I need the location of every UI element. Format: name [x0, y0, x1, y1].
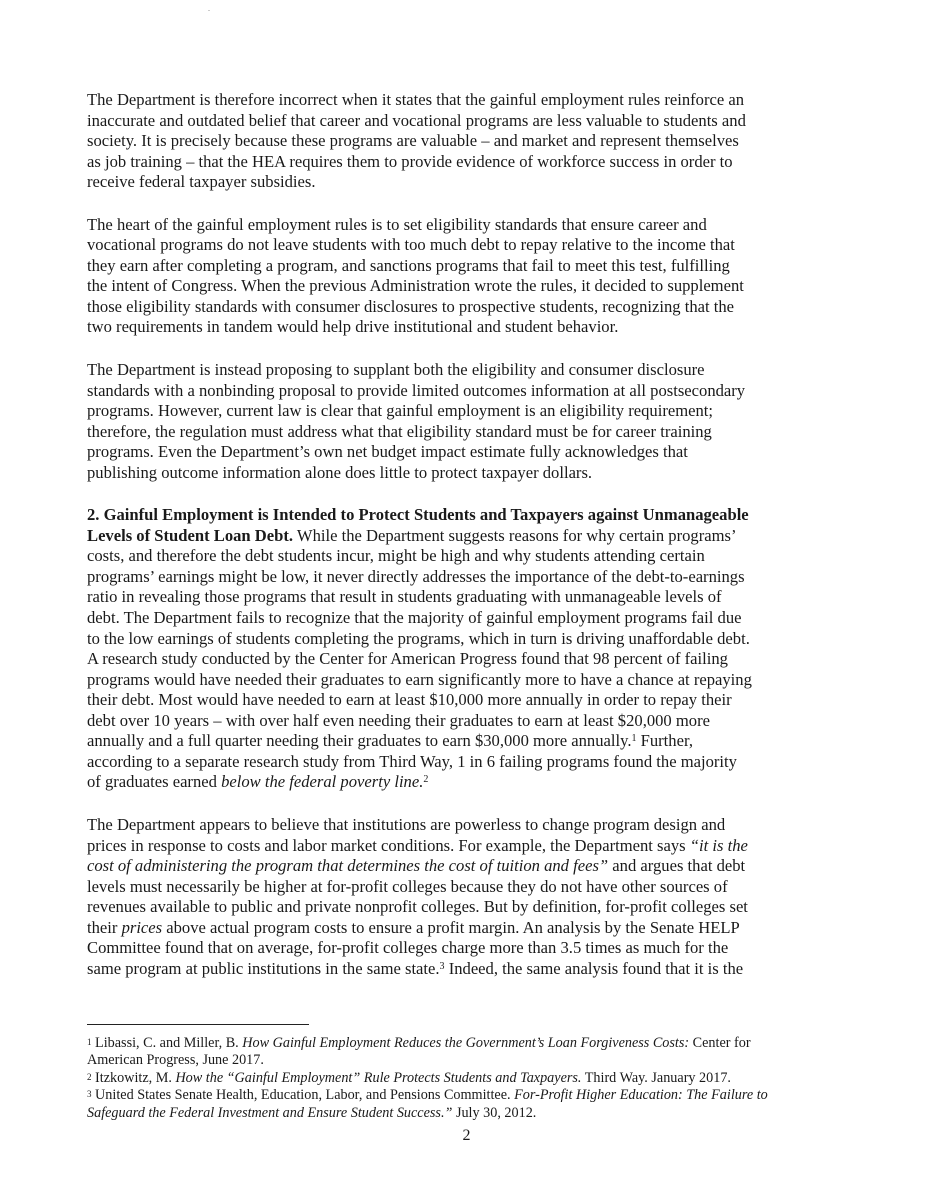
text-run: revenues available to public and private nonprofit colleges. But by definition, for-profit colleges set [87, 897, 748, 917]
paragraph [87, 815, 887, 979]
footnote [87, 1035, 887, 1070]
text-run: programs. However, current law is clear that gainful employment is an eligibility requirement; [87, 401, 714, 421]
text-run: to the low earnings of students completing the programs, which in turn is driving unaffordable debt. [87, 628, 750, 648]
text-line [87, 897, 887, 918]
text-line [87, 90, 887, 111]
text-run: they earn after completing a program, and sanctions programs that fail to meet this test, fulfilling [87, 255, 730, 275]
text-line [87, 629, 887, 650]
bold-heading: Levels of Student Loan Debt. [87, 525, 294, 545]
text-line [87, 111, 887, 132]
italic-text: How the “Gainful Employment” Rule Protects Students and Taxpayers. [175, 1069, 582, 1086]
text-line [87, 815, 887, 836]
text-run: Further, [636, 731, 693, 751]
text-run: programs would have needed their graduates to earn significantly more to have a chance at repaying [87, 669, 752, 689]
text-line [87, 546, 887, 567]
text-line [87, 360, 887, 381]
text-run: of graduates earned [87, 772, 222, 792]
text-line [87, 276, 887, 297]
text-line [87, 152, 887, 173]
text-line [87, 608, 887, 629]
text-run: therefore, the regulation must address what that eligibility standard must be for career training [87, 421, 712, 441]
text-line [87, 711, 887, 732]
text-run: Libassi, C. and Miller, B. [91, 1035, 243, 1051]
text-run: annually and a full quarter needing their graduates to earn $30,000 more annually. [87, 731, 632, 751]
text-line [87, 690, 887, 711]
text-line [87, 918, 887, 939]
text-run: two requirements in tandem would help drive institutional and student behavior. [87, 317, 619, 337]
text-line [87, 235, 887, 256]
text-run: same program at public institutions in the same state. [87, 958, 440, 978]
text-line [87, 463, 887, 484]
text-run: those eligibility standards with consumer disclosures to prospective students, recognizing that the [87, 296, 735, 316]
text-run: prices in response to costs and labor market conditions. For example, the Department says [87, 835, 690, 855]
text-run: Indeed, the same analysis found that it is the [444, 958, 744, 978]
text-run: Committee found that on average, for-profit colleges charge more than 3.5 times as much for the [87, 938, 729, 958]
text-line [87, 381, 887, 402]
text-run: debt. The Department fails to recognize that the majority of gainful employment programs fail due [87, 608, 742, 628]
text-run: and argues that debt [608, 856, 746, 876]
text-run: their [87, 917, 122, 937]
italic-text: How Gainful Employment Reduces the Government’s Loan Forgiveness Costs: [242, 1035, 690, 1051]
text-run: the intent of Congress. When the previous Administration wrote the rules, it decided to supplement [87, 276, 744, 296]
italic-text: Safeguard the Federal Investment and Ensure Student Success.” [87, 1104, 453, 1121]
text-run: The heart of the gainful employment rules is to set eligibility standards that ensure career and [87, 214, 707, 234]
footnote-marker: 2 [423, 774, 429, 786]
text-run: Third Way. January 2017. [581, 1069, 731, 1086]
text-line [87, 1087, 887, 1104]
text-line [87, 938, 887, 959]
text-line [87, 422, 887, 443]
text-run: as job training – that the HEA requires them to provide evidence of workforce success in order to [87, 151, 733, 171]
text-line [87, 442, 887, 463]
text-line [87, 649, 887, 670]
text-line [87, 505, 887, 526]
document-body [87, 90, 887, 1001]
text-run: society. It is precisely because these programs are valuable – and market and represent themselves [87, 131, 739, 151]
text-run: receive federal taxpayer subsidies. [87, 172, 316, 192]
text-run: according to a separate research study from Third Way, 1 in 6 failing programs found the majority [87, 751, 737, 771]
text-run: Center for [689, 1035, 751, 1051]
text-line [87, 256, 887, 277]
footnote-separator [87, 1024, 309, 1025]
paragraph [87, 360, 887, 483]
text-line [87, 1070, 887, 1087]
footnote [87, 1087, 887, 1122]
paragraph [87, 90, 887, 193]
text-line [87, 297, 887, 318]
text-line [87, 877, 887, 898]
text-line [87, 567, 887, 588]
text-line [87, 215, 887, 236]
text-run: United States Senate Health, Education, Labor, and Pensions Committee. [91, 1087, 515, 1104]
text-line [87, 172, 887, 193]
footnote-marker: 1 [631, 733, 637, 745]
scan-artifact [208, 10, 210, 11]
text-run: American Progress, June 2017. [87, 1052, 264, 1069]
italic-text: cost of administering the program that determines the cost of tuition and fees” [87, 856, 609, 876]
footnote-marker: 3 [87, 1089, 92, 1100]
text-run: above actual program costs to ensure a profit margin. An analysis by the Senate HELP [162, 917, 740, 937]
text-run: costs, and therefore the debt students incur, might be high and why students attending certain [87, 546, 705, 566]
text-run: The Department is instead proposing to supplant both the eligibility and consumer disclosure [87, 360, 705, 380]
text-run: ratio in revealing those programs that result in students graduating with unmanageable levels of [87, 587, 722, 607]
footnote-marker: 1 [87, 1037, 92, 1047]
italic-text: below the federal poverty line. [221, 772, 424, 792]
text-run: July 30, 2012. [452, 1104, 537, 1121]
text-run: programs’ earnings might be low, it never directly addresses the importance of the debt-to-earnings [87, 566, 745, 586]
text-line [87, 670, 887, 691]
text-run: levels must necessarily be higher at for-profit colleges because they do not have other sources of [87, 876, 728, 896]
italic-text: For-Profit Higher Education: The Failure to [514, 1087, 768, 1104]
text-line [87, 1035, 887, 1052]
text-line [87, 1052, 887, 1069]
text-line [87, 317, 887, 338]
text-line [87, 587, 887, 608]
footnotes [87, 1035, 887, 1122]
text-line [87, 752, 887, 773]
text-line [87, 731, 887, 752]
italic-text: “it is the [689, 835, 748, 855]
text-run: While the Department suggests reasons for why certain programs’ [293, 525, 737, 545]
footnote-marker: 3 [439, 960, 445, 972]
bold-heading: 2. Gainful Employment is Intended to Protect Students and Taxpayers against Unmanageable [87, 505, 749, 525]
text-line [87, 401, 887, 422]
text-line [87, 131, 887, 152]
text-run: The Department is therefore incorrect when it states that the gainful employment rules reinforce an [87, 90, 745, 109]
paragraph [87, 215, 887, 338]
text-run: standards with a nonbinding proposal to provide limited outcomes information at all postsecondary [87, 380, 746, 400]
text-run: their debt. Most would have needed to earn at least $10,000 more annually in order to repay their [87, 690, 732, 710]
text-run: The Department appears to believe that institutions are powerless to change program design and [87, 814, 726, 834]
text-run: programs. Even the Department’s own net budget impact estimate fully acknowledges that [87, 442, 688, 462]
text-run: debt over 10 years – with over half even needing their graduates to earn at least $20,000 more [87, 710, 710, 730]
paragraph [87, 505, 887, 793]
text-line [87, 836, 887, 857]
text-line [87, 959, 887, 980]
text-run: Itzkowitz, M. [91, 1069, 176, 1086]
text-run: publishing outcome information alone does little to protect taxpayer dollars. [87, 462, 593, 482]
footnote [87, 1070, 887, 1087]
page-number: 2 [462, 1127, 471, 1144]
footnote-marker: 2 [87, 1071, 92, 1082]
text-line [87, 856, 887, 877]
italic-text: prices [121, 917, 163, 937]
text-run: inaccurate and outdated belief that career and vocational programs are less valuable to students and [87, 110, 746, 130]
text-line [87, 772, 887, 793]
text-run: A research study conducted by the Center for American Progress found that 98 percent of failing [87, 649, 728, 669]
text-line [87, 526, 887, 547]
text-run: vocational programs do not leave students with too much debt to repay relative to the income that [87, 235, 735, 255]
text-line [87, 1105, 887, 1122]
